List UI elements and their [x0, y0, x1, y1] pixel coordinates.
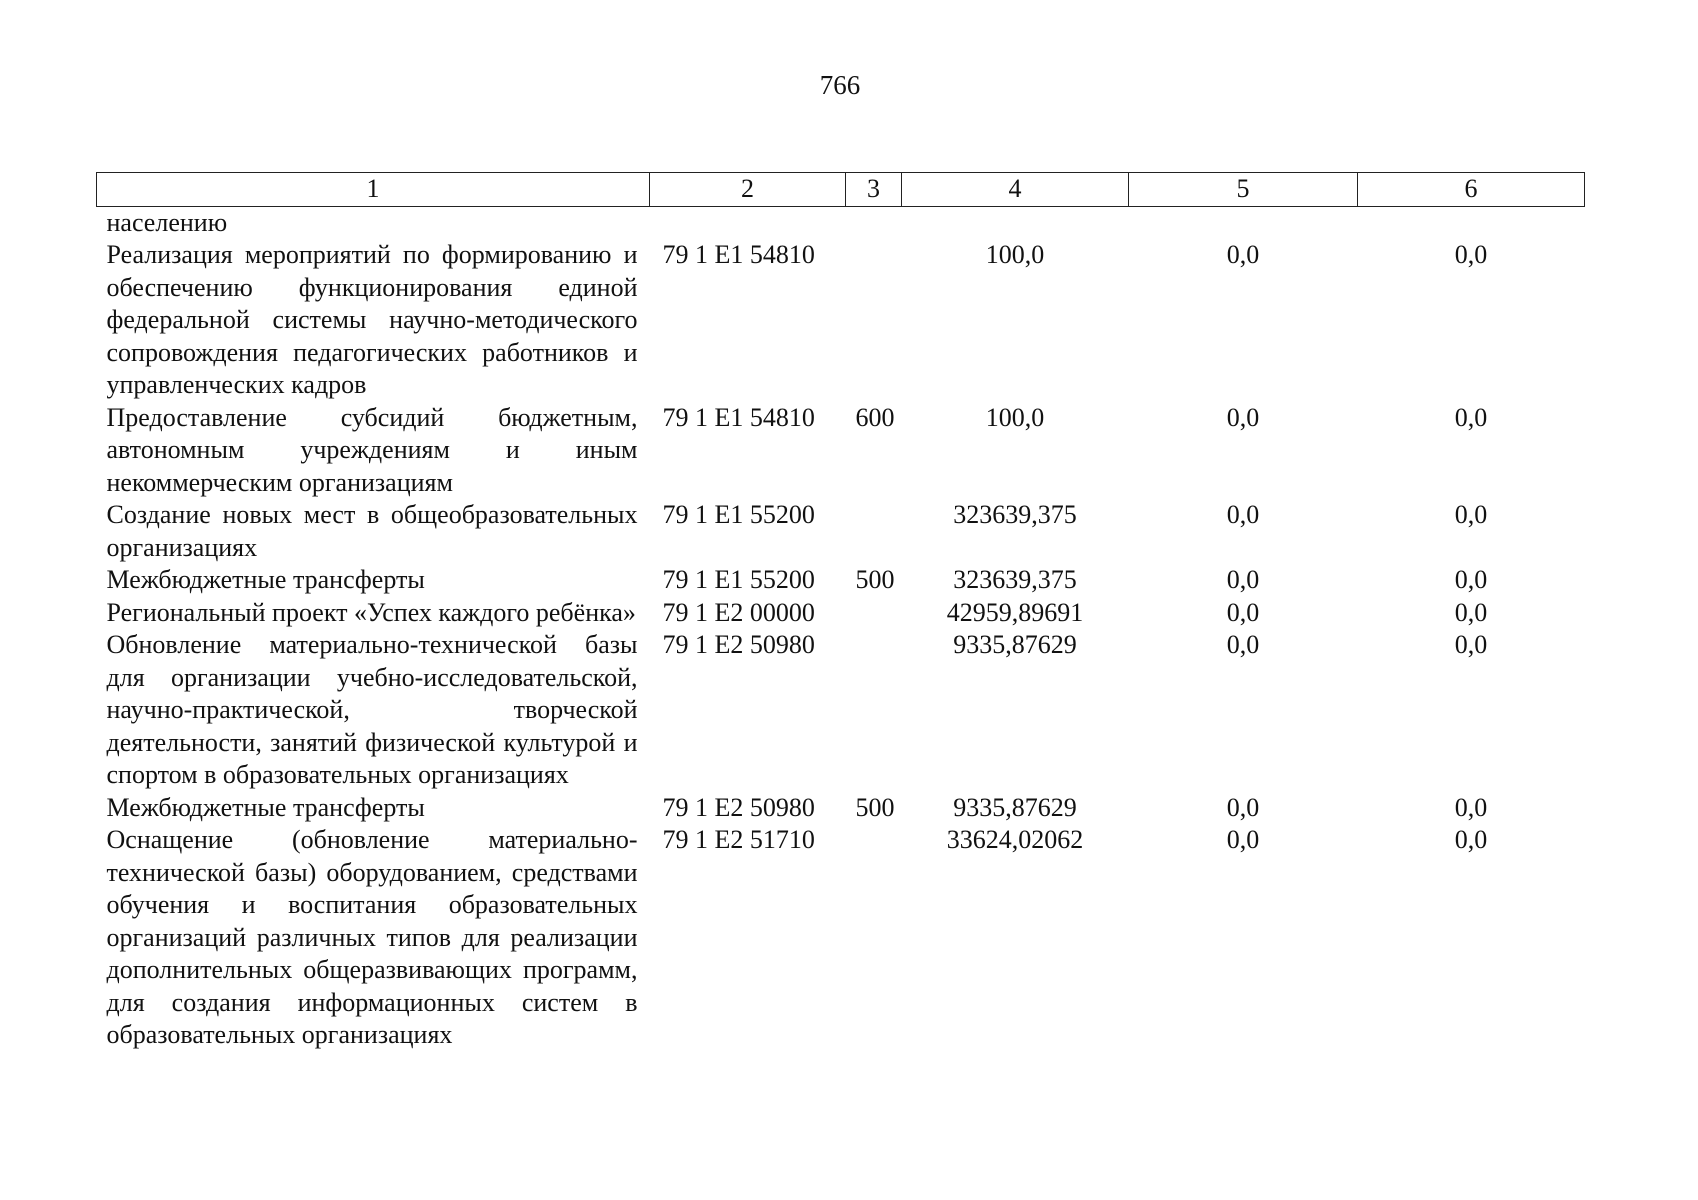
row-type-cell: 500 [855, 565, 895, 594]
row-value-col6-cell [1358, 206, 1585, 239]
column-header: 6 [1358, 173, 1585, 207]
row-value-col6-cell: 0,0 [1454, 825, 1488, 854]
row-name-cell: Реализация мероприятий по формированию и обеспечению функционирования единой федеральной системы научно-методического сопровождения педагогических работников и управленческих кадров [106, 240, 638, 399]
row-value-col5-cell: 0,0 [1226, 825, 1260, 854]
row-value-col4-cell: 323639,375 [953, 565, 1077, 594]
row-type-cell [846, 824, 902, 1052]
row-value-col4-cell: 33624,02062 [946, 825, 1084, 854]
row-name-cell: Межбюджетные трансферты [106, 792, 425, 822]
row-value-col6-cell: 0,0 [1454, 597, 1488, 627]
row-value-col5-cell: 0,0 [1226, 500, 1260, 529]
row-name-cell: Оснащение (обновление материально-технической базы) оборудованием, средствами обучения и воспитания образовательных организаций различных типов для реализации дополнительных общеразвивающих программ, для создания информационных систем в образовательных организациях [106, 825, 638, 1049]
row-value-col5-cell: 0,0 [1226, 240, 1260, 269]
budget-table [96, 172, 1585, 1052]
row-value-col4-cell [902, 206, 1129, 239]
column-header: 5 [1129, 173, 1358, 207]
row-code-cell: 79 1 E2 51710 [662, 825, 815, 854]
row-value-col6-cell: 0,0 [1454, 402, 1488, 432]
row-code-cell: 79 1 E2 50980 [662, 630, 815, 659]
row-value-col6-cell: 0,0 [1454, 630, 1488, 659]
row-code-cell: 79 1 E2 50980 [662, 792, 815, 822]
table-row [97, 629, 1585, 792]
row-type-cell: 500 [855, 792, 895, 822]
row-type-cell [846, 629, 902, 792]
table-header [97, 173, 1585, 207]
column-header: 2 [650, 173, 846, 207]
row-code-cell: 79 1 E2 00000 [662, 597, 815, 627]
table-row [97, 597, 1585, 630]
row-code-cell: 79 1 E1 55200 [662, 500, 815, 529]
table-body [97, 206, 1585, 1052]
table-row [97, 824, 1585, 1052]
row-value-col6-cell: 0,0 [1454, 565, 1488, 594]
page-number: 766 [819, 70, 861, 100]
row-name-cell: Региональный проект «Успех каждого ребёнка» [106, 597, 636, 627]
row-value-col5-cell: 0,0 [1226, 402, 1260, 432]
row-value-col5-cell: 0,0 [1226, 597, 1260, 627]
column-header: 1 [97, 173, 650, 207]
row-code-cell [650, 206, 846, 239]
row-code-cell: 79 1 E1 54810 [662, 240, 815, 269]
row-type-cell [846, 499, 902, 564]
table-row [97, 206, 1585, 239]
column-header: 3 [846, 173, 902, 207]
row-value-col5-cell: 0,0 [1226, 565, 1260, 594]
row-name-cell: Создание новых мест в общеобразовательных организациях [106, 500, 638, 562]
table-row [97, 792, 1585, 825]
row-name-cell: населению [106, 207, 228, 237]
table-row [97, 239, 1585, 402]
header-row [97, 173, 1585, 207]
row-name-cell: Межбюджетные трансферты [106, 565, 425, 594]
table-row [97, 402, 1585, 500]
row-value-col4-cell: 100,0 [985, 240, 1045, 269]
row-name-cell: Предоставление субсидий бюджетным, автономным учреждениям и иным некоммерческим организациям [106, 402, 638, 497]
row-name-cell: Обновление материально-технической базы для организации учебно-исследовательской, научно-практической, творческой деятельности, занятий физической культурой и спортом в образовательных организациях [106, 630, 638, 789]
table-row [97, 564, 1585, 597]
row-value-col5-cell: 0,0 [1226, 792, 1260, 822]
row-type-cell [846, 239, 902, 402]
row-value-col4-cell: 9335,87629 [953, 792, 1077, 822]
row-value-col4-cell: 42959,89691 [946, 597, 1084, 627]
column-header: 4 [902, 173, 1129, 207]
row-value-col6-cell: 0,0 [1454, 240, 1488, 269]
row-code-cell: 79 1 E1 55200 [662, 565, 815, 594]
row-value-col4-cell: 9335,87629 [953, 630, 1077, 659]
row-value-col4-cell: 323639,375 [953, 500, 1077, 529]
row-value-col5-cell [1129, 206, 1358, 239]
row-type-cell [846, 206, 902, 239]
row-value-col5-cell: 0,0 [1226, 630, 1260, 659]
row-type-cell: 600 [855, 402, 895, 432]
row-type-cell [846, 597, 902, 630]
row-value-col6-cell: 0,0 [1454, 792, 1488, 822]
row-value-col4-cell: 100,0 [985, 402, 1045, 432]
row-value-col6-cell: 0,0 [1454, 500, 1488, 529]
row-code-cell: 79 1 E1 54810 [662, 402, 815, 432]
budget-table-container [96, 172, 1584, 1052]
table-row [97, 499, 1585, 564]
